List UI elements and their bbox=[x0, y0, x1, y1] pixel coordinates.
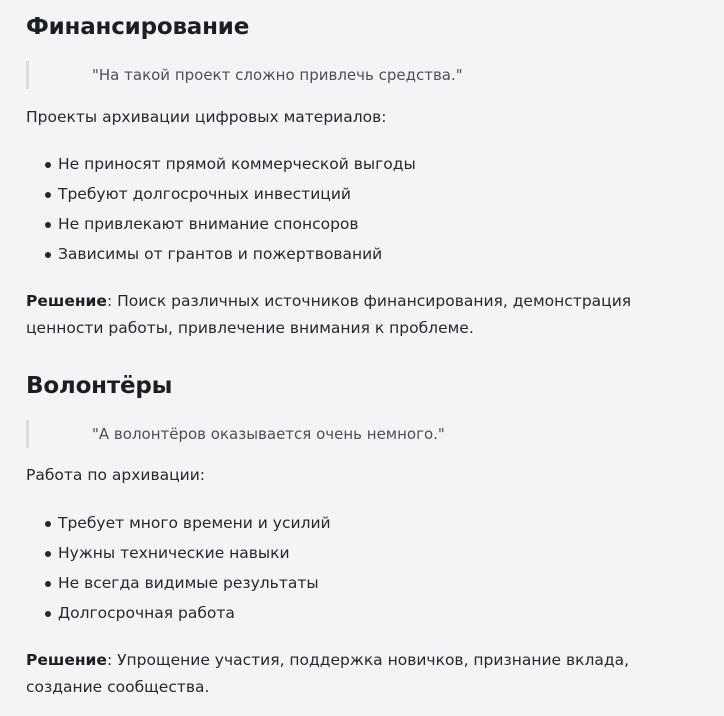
list-item: Не приносят прямой коммерческой выгоды bbox=[26, 149, 416, 179]
volunteers-quote: "А волонтёров оказывается очень немного." bbox=[26, 420, 445, 448]
volunteers-list bbox=[26, 508, 331, 628]
list-item: Зависимы от грантов и пожертвований bbox=[26, 239, 416, 269]
solution-text: : Упрощение участия, поддержка новичков, признание вклада, создание сообщества. bbox=[26, 651, 630, 696]
list-item: Не привлекают внимание спонсоров bbox=[26, 209, 416, 239]
volunteers-intro: Работа по архивации: bbox=[26, 466, 206, 484]
list-item: Требует много времени и усилий bbox=[26, 508, 331, 538]
list-item: Долгосрочная работа bbox=[26, 598, 331, 628]
funding-quote: "На такой проект сложно привлечь средства." bbox=[26, 61, 463, 89]
solution-label: Решение bbox=[26, 292, 107, 310]
list-item: Не всегда видимые результаты bbox=[26, 568, 331, 598]
funding-intro: Проекты архивации цифровых материалов: bbox=[26, 108, 387, 126]
solution-label: Решение bbox=[26, 651, 107, 669]
list-item: Нужны технические навыки bbox=[26, 538, 331, 568]
list-item: Требуют долгосрочных инвестиций bbox=[26, 179, 416, 209]
section-heading-funding: Финансирование bbox=[26, 14, 250, 40]
section-heading-volunteers: Волонтёры bbox=[26, 373, 173, 399]
solution-text: : Поиск различных источников финансирования, демонстрация ценности работы, привлечение внимания к проблеме. bbox=[26, 292, 632, 337]
funding-solution bbox=[26, 288, 696, 342]
funding-list bbox=[26, 149, 416, 269]
volunteers-solution bbox=[26, 647, 696, 701]
